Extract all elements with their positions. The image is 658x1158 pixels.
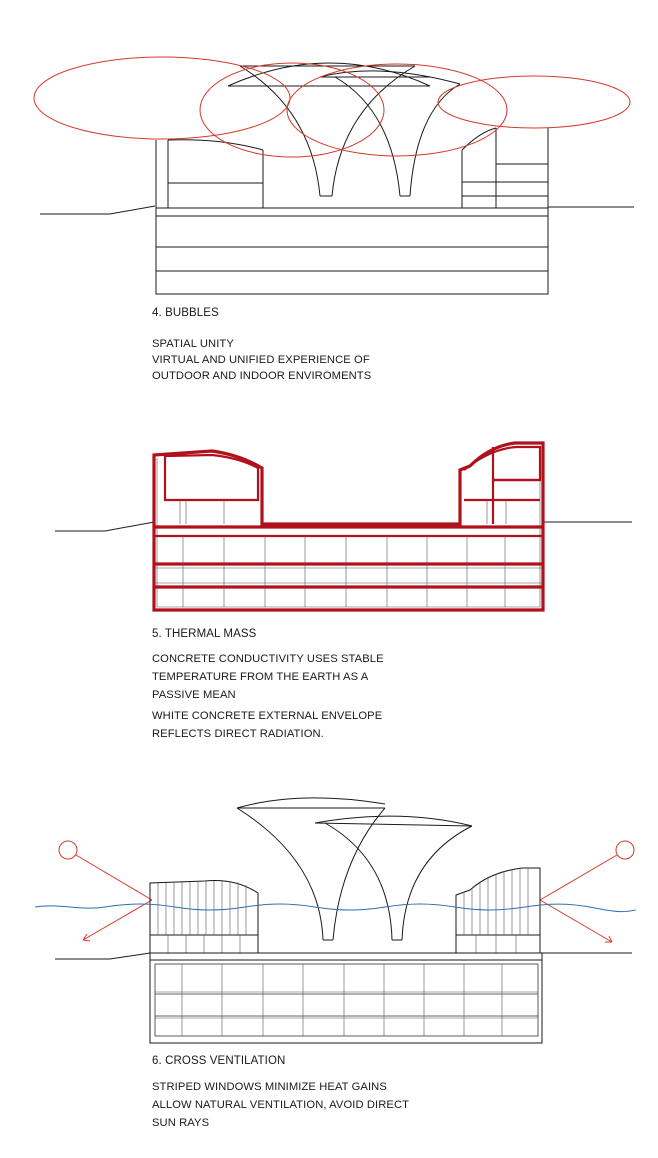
basement-block (150, 953, 542, 1043)
right-upper-room (464, 447, 540, 524)
bubble-ellipse-1 (34, 57, 290, 139)
bubbles-line-2: VIRTUAL AND UNIFIED EXPERIENCE OF (152, 354, 370, 366)
ground-line-left (55, 953, 150, 959)
cross-ventilation-title: 6. CROSS VENTILATION (152, 1055, 286, 1067)
left-building (156, 140, 263, 208)
basement-block (156, 208, 548, 294)
air-flow-wave (35, 904, 636, 912)
bubble-ellipse-4 (438, 76, 630, 128)
cross-ventilation-section-diagram (0, 790, 658, 1050)
canopy-structure (237, 798, 472, 940)
cross-ventilation-line-2: ALLOW NATURAL VENTILATION, AVOID DIRECT (152, 1099, 410, 1111)
thermal-mass-title: 5. THERMAL MASS (152, 628, 257, 640)
left-striped-block (150, 880, 258, 953)
bubbles-section-diagram (0, 0, 658, 300)
right-striped-block (456, 868, 540, 953)
thermal-mass-line-2: TEMPERATURE FROM THE EARTH AS A (152, 671, 369, 683)
left-upper-room (165, 455, 258, 524)
basement-grid (154, 536, 543, 607)
right-building (462, 128, 548, 208)
thermal-mass-line-1: CONCRETE CONDUCTIVITY USES STABLE (152, 653, 384, 665)
ground-line-left (55, 522, 154, 531)
sun-left (59, 841, 152, 941)
thermal-mass-line-4: WHITE CONCRETE EXTERNAL ENVELOPE (152, 710, 383, 722)
basement-slabs (154, 527, 543, 587)
bubbles-line-3: OUTDOOR AND INDOOR ENVIROMENTS (152, 370, 372, 382)
thermal-mass-line-3: PASSIVE MEAN (152, 689, 236, 701)
thermal-mass-line-5: REFLECTS DIRECT RADIATION. (152, 728, 324, 740)
cross-ventilation-line-3: SUN RAYS (152, 1117, 210, 1129)
ground-line-left (40, 206, 155, 214)
bubbles-line-1: SPATIAL UNITY (152, 338, 234, 350)
cross-ventilation-line-1: STRIPED WINDOWS MINIMIZE HEAT GAINS (152, 1081, 387, 1093)
bubbles-title: 4. BUBBLES (152, 307, 219, 319)
thermal-mass-section-diagram (0, 430, 658, 620)
sun-right (540, 841, 634, 942)
